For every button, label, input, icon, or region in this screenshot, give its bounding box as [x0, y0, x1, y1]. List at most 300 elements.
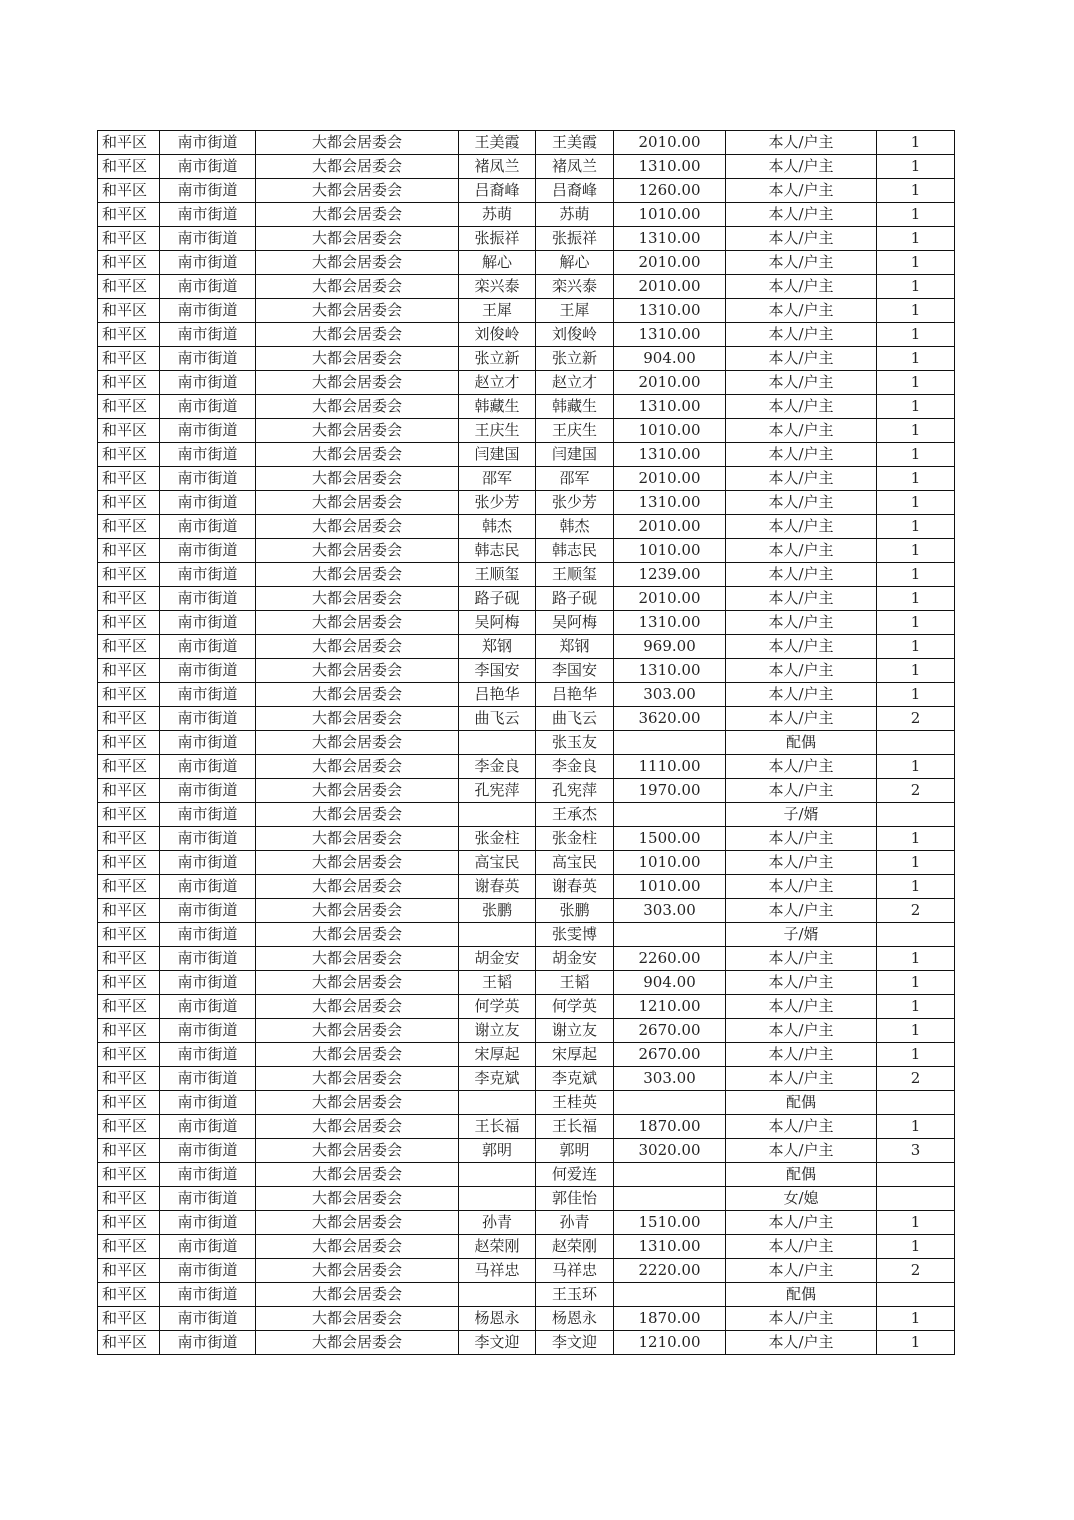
table-row	[98, 851, 955, 875]
cell-committee: 大都会居委会	[256, 1043, 459, 1067]
cell-street: 南市街道	[160, 707, 256, 731]
table-row	[98, 347, 955, 371]
cell-count	[877, 1091, 955, 1115]
cell-street: 南市街道	[160, 1331, 256, 1355]
cell-amount: 1310.00	[614, 659, 726, 683]
cell-amount: 2010.00	[614, 467, 726, 491]
table-row	[98, 1067, 955, 1091]
cell-count: 1	[877, 1331, 955, 1355]
cell-count: 2	[877, 1259, 955, 1283]
cell-member: 杨恩永	[536, 1307, 614, 1331]
cell-street: 南市街道	[160, 659, 256, 683]
cell-applicant: 吕裔峰	[459, 179, 536, 203]
cell-applicant: 解心	[459, 251, 536, 275]
cell-amount	[614, 1187, 726, 1211]
cell-member: 何学英	[536, 995, 614, 1019]
cell-committee: 大都会居委会	[256, 155, 459, 179]
cell-committee: 大都会居委会	[256, 227, 459, 251]
cell-count	[877, 803, 955, 827]
cell-relation: 本人/户主	[726, 1331, 877, 1355]
cell-amount: 1870.00	[614, 1307, 726, 1331]
cell-street: 南市街道	[160, 1307, 256, 1331]
table-row	[98, 755, 955, 779]
cell-applicant: 张少芳	[459, 491, 536, 515]
cell-committee: 大都会居委会	[256, 419, 459, 443]
cell-street: 南市街道	[160, 1283, 256, 1307]
cell-amount: 904.00	[614, 971, 726, 995]
cell-street: 南市街道	[160, 1139, 256, 1163]
cell-applicant: 胡金安	[459, 947, 536, 971]
table-row	[98, 491, 955, 515]
cell-street: 南市街道	[160, 779, 256, 803]
cell-relation: 本人/户主	[726, 395, 877, 419]
table-row	[98, 419, 955, 443]
cell-count: 2	[877, 779, 955, 803]
cell-district: 和平区	[98, 947, 160, 971]
cell-district: 和平区	[98, 587, 160, 611]
cell-member: 王玉环	[536, 1283, 614, 1307]
cell-district: 和平区	[98, 1019, 160, 1043]
cell-committee: 大都会居委会	[256, 971, 459, 995]
cell-amount: 303.00	[614, 683, 726, 707]
cell-count: 1	[877, 491, 955, 515]
cell-count: 1	[877, 1235, 955, 1259]
cell-amount: 969.00	[614, 635, 726, 659]
cell-count: 1	[877, 563, 955, 587]
table-row	[98, 467, 955, 491]
cell-amount: 1239.00	[614, 563, 726, 587]
cell-count: 1	[877, 227, 955, 251]
cell-district: 和平区	[98, 1307, 160, 1331]
table-row	[98, 1187, 955, 1211]
cell-district: 和平区	[98, 1331, 160, 1355]
table-row	[98, 875, 955, 899]
cell-member: 吴阿梅	[536, 611, 614, 635]
cell-applicant: 李克斌	[459, 1067, 536, 1091]
cell-applicant: 苏萌	[459, 203, 536, 227]
cell-applicant: 何学英	[459, 995, 536, 1019]
cell-district: 和平区	[98, 659, 160, 683]
cell-street: 南市街道	[160, 491, 256, 515]
cell-street: 南市街道	[160, 323, 256, 347]
cell-member: 刘俊岭	[536, 323, 614, 347]
cell-district: 和平区	[98, 1211, 160, 1235]
cell-amount: 2010.00	[614, 371, 726, 395]
table-row	[98, 947, 955, 971]
cell-count: 1	[877, 875, 955, 899]
cell-committee: 大都会居委会	[256, 875, 459, 899]
cell-count: 1	[877, 947, 955, 971]
cell-member: 胡金安	[536, 947, 614, 971]
table-row	[98, 611, 955, 635]
cell-committee: 大都会居委会	[256, 1067, 459, 1091]
table-row	[98, 1235, 955, 1259]
cell-relation: 本人/户主	[726, 635, 877, 659]
cell-street: 南市街道	[160, 875, 256, 899]
cell-street: 南市街道	[160, 683, 256, 707]
cell-committee: 大都会居委会	[256, 803, 459, 827]
table-row	[98, 251, 955, 275]
cell-amount: 1310.00	[614, 155, 726, 179]
cell-relation: 本人/户主	[726, 683, 877, 707]
cell-count: 1	[877, 1115, 955, 1139]
cell-applicant: 宋厚起	[459, 1043, 536, 1067]
cell-district: 和平区	[98, 179, 160, 203]
cell-applicant: 王顺玺	[459, 563, 536, 587]
cell-member: 赵荣刚	[536, 1235, 614, 1259]
cell-amount: 1010.00	[614, 875, 726, 899]
cell-member: 王桂英	[536, 1091, 614, 1115]
cell-committee: 大都会居委会	[256, 659, 459, 683]
data-table	[97, 130, 955, 1355]
cell-count: 1	[877, 827, 955, 851]
cell-amount: 1870.00	[614, 1115, 726, 1139]
table-body	[98, 131, 955, 1355]
cell-street: 南市街道	[160, 203, 256, 227]
table-row	[98, 323, 955, 347]
cell-street: 南市街道	[160, 539, 256, 563]
cell-district: 和平区	[98, 923, 160, 947]
table-row	[98, 539, 955, 563]
cell-applicant: 杨恩永	[459, 1307, 536, 1331]
cell-relation: 本人/户主	[726, 371, 877, 395]
cell-committee: 大都会居委会	[256, 563, 459, 587]
table-row	[98, 395, 955, 419]
cell-district: 和平区	[98, 1091, 160, 1115]
cell-district: 和平区	[98, 755, 160, 779]
cell-member: 郑钢	[536, 635, 614, 659]
cell-amount: 1260.00	[614, 179, 726, 203]
cell-amount: 1310.00	[614, 299, 726, 323]
cell-committee: 大都会居委会	[256, 1163, 459, 1187]
cell-district: 和平区	[98, 1259, 160, 1283]
cell-street: 南市街道	[160, 731, 256, 755]
table-row	[98, 227, 955, 251]
cell-district: 和平区	[98, 611, 160, 635]
cell-count: 1	[877, 1043, 955, 1067]
cell-district: 和平区	[98, 539, 160, 563]
cell-amount: 1310.00	[614, 1235, 726, 1259]
cell-relation: 本人/户主	[726, 203, 877, 227]
cell-member: 马祥忠	[536, 1259, 614, 1283]
cell-member: 高宝民	[536, 851, 614, 875]
cell-applicant: 王庆生	[459, 419, 536, 443]
cell-amount	[614, 923, 726, 947]
cell-applicant: 王犀	[459, 299, 536, 323]
cell-count: 1	[877, 539, 955, 563]
cell-amount: 1210.00	[614, 1331, 726, 1355]
cell-amount: 1010.00	[614, 419, 726, 443]
cell-street: 南市街道	[160, 947, 256, 971]
cell-relation: 子/婿	[726, 923, 877, 947]
cell-district: 和平区	[98, 491, 160, 515]
cell-district: 和平区	[98, 683, 160, 707]
cell-street: 南市街道	[160, 467, 256, 491]
cell-amount: 1010.00	[614, 851, 726, 875]
cell-relation: 本人/户主	[726, 275, 877, 299]
cell-relation: 本人/户主	[726, 707, 877, 731]
cell-member: 王承杰	[536, 803, 614, 827]
cell-applicant: 张鹏	[459, 899, 536, 923]
cell-applicant: 马祥忠	[459, 1259, 536, 1283]
cell-member: 孙青	[536, 1211, 614, 1235]
cell-district: 和平区	[98, 275, 160, 299]
cell-applicant: 赵立才	[459, 371, 536, 395]
cell-committee: 大都会居委会	[256, 203, 459, 227]
cell-applicant: 郑钢	[459, 635, 536, 659]
cell-applicant: 李文迎	[459, 1331, 536, 1355]
cell-street: 南市街道	[160, 251, 256, 275]
cell-street: 南市街道	[160, 755, 256, 779]
cell-count: 1	[877, 443, 955, 467]
cell-committee: 大都会居委会	[256, 947, 459, 971]
cell-relation: 本人/户主	[726, 1259, 877, 1283]
cell-street: 南市街道	[160, 419, 256, 443]
cell-amount: 1210.00	[614, 995, 726, 1019]
cell-committee: 大都会居委会	[256, 1091, 459, 1115]
cell-relation: 本人/户主	[726, 179, 877, 203]
table-row	[98, 371, 955, 395]
cell-member: 张振祥	[536, 227, 614, 251]
cell-count	[877, 1283, 955, 1307]
cell-committee: 大都会居委会	[256, 851, 459, 875]
cell-member: 李克斌	[536, 1067, 614, 1091]
cell-amount: 1010.00	[614, 203, 726, 227]
cell-applicant: 高宝民	[459, 851, 536, 875]
cell-applicant	[459, 731, 536, 755]
cell-relation: 子/婿	[726, 803, 877, 827]
cell-member: 宋厚起	[536, 1043, 614, 1067]
cell-amount: 1310.00	[614, 395, 726, 419]
table-row	[98, 779, 955, 803]
cell-applicant	[459, 923, 536, 947]
cell-count: 1	[877, 683, 955, 707]
cell-member: 苏萌	[536, 203, 614, 227]
cell-member: 郭佳怡	[536, 1187, 614, 1211]
cell-district: 和平区	[98, 803, 160, 827]
cell-committee: 大都会居委会	[256, 371, 459, 395]
cell-amount: 1310.00	[614, 227, 726, 251]
table-row	[98, 155, 955, 179]
cell-applicant	[459, 803, 536, 827]
cell-count	[877, 1163, 955, 1187]
cell-street: 南市街道	[160, 371, 256, 395]
cell-committee: 大都会居委会	[256, 443, 459, 467]
cell-applicant: 赵荣刚	[459, 1235, 536, 1259]
cell-applicant: 吴阿梅	[459, 611, 536, 635]
cell-district: 和平区	[98, 827, 160, 851]
cell-count: 1	[877, 203, 955, 227]
cell-relation: 本人/户主	[726, 323, 877, 347]
cell-street: 南市街道	[160, 1115, 256, 1139]
cell-committee: 大都会居委会	[256, 779, 459, 803]
cell-relation: 本人/户主	[726, 155, 877, 179]
cell-street: 南市街道	[160, 1043, 256, 1067]
cell-committee: 大都会居委会	[256, 251, 459, 275]
cell-applicant: 吕艳华	[459, 683, 536, 707]
cell-district: 和平区	[98, 251, 160, 275]
cell-amount: 2220.00	[614, 1259, 726, 1283]
cell-member: 韩志民	[536, 539, 614, 563]
cell-relation: 本人/户主	[726, 587, 877, 611]
table-row	[98, 275, 955, 299]
cell-member: 郭明	[536, 1139, 614, 1163]
cell-member: 闫建国	[536, 443, 614, 467]
cell-member: 王长福	[536, 1115, 614, 1139]
cell-relation: 本人/户主	[726, 947, 877, 971]
cell-count: 1	[877, 395, 955, 419]
cell-relation: 本人/户主	[726, 827, 877, 851]
cell-district: 和平区	[98, 707, 160, 731]
cell-count: 1	[877, 515, 955, 539]
cell-count: 1	[877, 347, 955, 371]
cell-applicant: 张振祥	[459, 227, 536, 251]
cell-committee: 大都会居委会	[256, 923, 459, 947]
table-row	[98, 1139, 955, 1163]
cell-committee: 大都会居委会	[256, 1331, 459, 1355]
cell-district: 和平区	[98, 875, 160, 899]
cell-district: 和平区	[98, 227, 160, 251]
cell-member: 解心	[536, 251, 614, 275]
cell-amount: 2670.00	[614, 1043, 726, 1067]
cell-count: 1	[877, 1307, 955, 1331]
cell-committee: 大都会居委会	[256, 995, 459, 1019]
cell-district: 和平区	[98, 1139, 160, 1163]
cell-relation: 本人/户主	[726, 251, 877, 275]
cell-amount: 3620.00	[614, 707, 726, 731]
cell-amount	[614, 1163, 726, 1187]
cell-street: 南市街道	[160, 971, 256, 995]
cell-amount	[614, 731, 726, 755]
cell-relation: 本人/户主	[726, 539, 877, 563]
cell-member: 曲飞云	[536, 707, 614, 731]
table-row	[98, 803, 955, 827]
cell-street: 南市街道	[160, 1235, 256, 1259]
cell-street: 南市街道	[160, 803, 256, 827]
cell-district: 和平区	[98, 779, 160, 803]
cell-committee: 大都会居委会	[256, 1211, 459, 1235]
cell-amount: 303.00	[614, 1067, 726, 1091]
cell-amount: 3020.00	[614, 1139, 726, 1163]
cell-relation: 本人/户主	[726, 1211, 877, 1235]
table-row	[98, 131, 955, 155]
cell-count	[877, 1187, 955, 1211]
cell-district: 和平区	[98, 419, 160, 443]
cell-applicant: 孙青	[459, 1211, 536, 1235]
cell-relation: 本人/户主	[726, 659, 877, 683]
cell-committee: 大都会居委会	[256, 707, 459, 731]
cell-amount: 2260.00	[614, 947, 726, 971]
cell-applicant: 谢立友	[459, 1019, 536, 1043]
cell-committee: 大都会居委会	[256, 1283, 459, 1307]
cell-relation: 本人/户主	[726, 995, 877, 1019]
table-row	[98, 635, 955, 659]
table-row	[98, 659, 955, 683]
cell-district: 和平区	[98, 635, 160, 659]
cell-district: 和平区	[98, 395, 160, 419]
cell-member: 邵军	[536, 467, 614, 491]
cell-street: 南市街道	[160, 227, 256, 251]
cell-member: 何爱连	[536, 1163, 614, 1187]
cell-applicant: 郭明	[459, 1139, 536, 1163]
cell-committee: 大都会居委会	[256, 899, 459, 923]
table-row	[98, 971, 955, 995]
table-row	[98, 179, 955, 203]
table-row	[98, 683, 955, 707]
cell-count: 1	[877, 419, 955, 443]
cell-count: 1	[877, 371, 955, 395]
cell-street: 南市街道	[160, 923, 256, 947]
cell-applicant	[459, 1163, 536, 1187]
cell-committee: 大都会居委会	[256, 587, 459, 611]
cell-count: 1	[877, 299, 955, 323]
table-row	[98, 1307, 955, 1331]
cell-member: 张金柱	[536, 827, 614, 851]
cell-amount: 2010.00	[614, 275, 726, 299]
cell-applicant: 褚凤兰	[459, 155, 536, 179]
cell-count	[877, 923, 955, 947]
cell-amount: 1500.00	[614, 827, 726, 851]
cell-district: 和平区	[98, 995, 160, 1019]
cell-relation: 本人/户主	[726, 1235, 877, 1259]
cell-committee: 大都会居委会	[256, 179, 459, 203]
cell-district: 和平区	[98, 1043, 160, 1067]
cell-street: 南市街道	[160, 1187, 256, 1211]
cell-amount: 1310.00	[614, 323, 726, 347]
cell-committee: 大都会居委会	[256, 1307, 459, 1331]
cell-count: 1	[877, 179, 955, 203]
cell-member: 韩藏生	[536, 395, 614, 419]
cell-applicant: 刘俊岭	[459, 323, 536, 347]
cell-amount: 904.00	[614, 347, 726, 371]
cell-applicant: 路子砚	[459, 587, 536, 611]
cell-amount: 1970.00	[614, 779, 726, 803]
cell-street: 南市街道	[160, 443, 256, 467]
cell-committee: 大都会居委会	[256, 131, 459, 155]
cell-member: 谢春英	[536, 875, 614, 899]
cell-count: 1	[877, 587, 955, 611]
cell-relation: 本人/户主	[726, 899, 877, 923]
cell-street: 南市街道	[160, 563, 256, 587]
table-row	[98, 827, 955, 851]
cell-street: 南市街道	[160, 275, 256, 299]
cell-amount	[614, 1283, 726, 1307]
cell-relation: 本人/户主	[726, 299, 877, 323]
cell-district: 和平区	[98, 131, 160, 155]
cell-member: 孔宪萍	[536, 779, 614, 803]
cell-street: 南市街道	[160, 1067, 256, 1091]
cell-applicant	[459, 1091, 536, 1115]
cell-amount: 303.00	[614, 899, 726, 923]
cell-street: 南市街道	[160, 1163, 256, 1187]
cell-relation: 配偶	[726, 1163, 877, 1187]
cell-amount: 1310.00	[614, 443, 726, 467]
cell-committee: 大都会居委会	[256, 539, 459, 563]
cell-street: 南市街道	[160, 827, 256, 851]
cell-committee: 大都会居委会	[256, 491, 459, 515]
cell-street: 南市街道	[160, 1091, 256, 1115]
table-row	[98, 515, 955, 539]
cell-street: 南市街道	[160, 635, 256, 659]
cell-count: 1	[877, 995, 955, 1019]
cell-committee: 大都会居委会	[256, 1259, 459, 1283]
cell-member: 王犀	[536, 299, 614, 323]
cell-applicant: 孔宪萍	[459, 779, 536, 803]
cell-count: 3	[877, 1139, 955, 1163]
cell-count: 1	[877, 275, 955, 299]
cell-street: 南市街道	[160, 1259, 256, 1283]
cell-relation: 配偶	[726, 731, 877, 755]
